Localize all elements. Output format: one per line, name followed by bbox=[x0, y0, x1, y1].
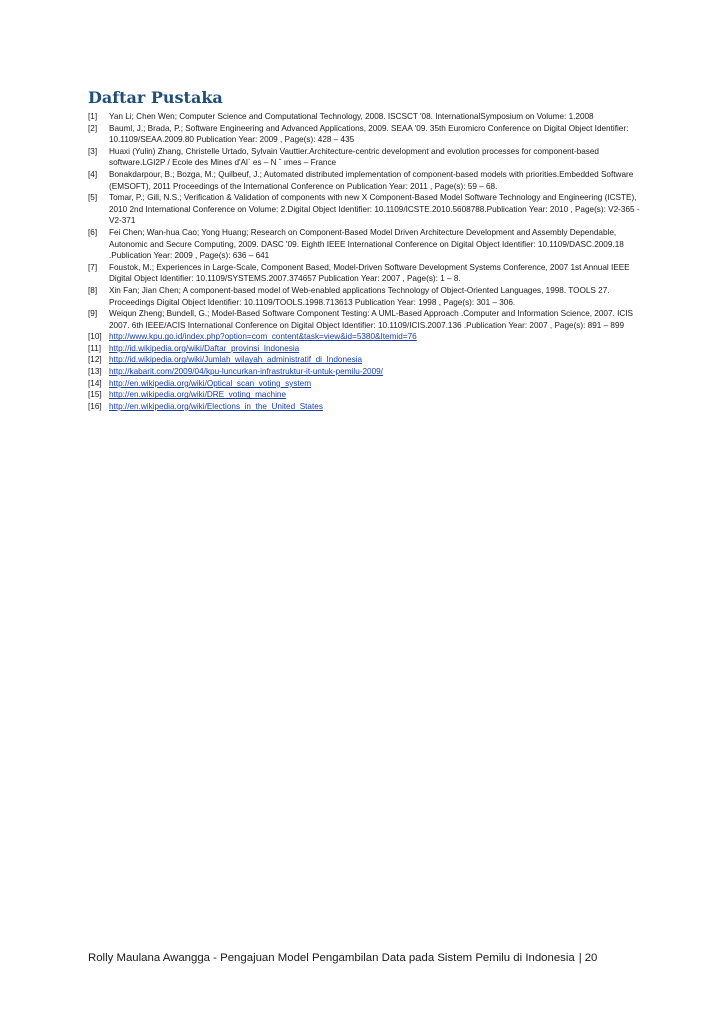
reference-item bbox=[88, 366, 644, 378]
reference-text: Foustok, M.; Experiences in Large-Scale, Component Based, Model-Driven Software Development Systems Conference, 2007 1st Annual IEEE Digital Object Identifier: 10.1109/SYSTEMS.2007.374657 Publication Year: 2007 , Page(s): 1 – 8. bbox=[109, 262, 630, 284]
reference-item bbox=[88, 262, 644, 285]
reference-text: Tomar, P.; Gill, N.S.; Verification & Validation of components with new X Component-Based Model Software Technology and Engineering (ICSTE), 2010 2nd International Conference on Volume: 2.Digital Object Identifier: 10.1109/ICSTE.2010.5608788.Publication Year: 2010 , Page(s): V2-365 - V2-371 bbox=[109, 193, 640, 226]
reference-number: [13] bbox=[88, 367, 102, 377]
reference-number: [9] bbox=[88, 309, 98, 319]
reference-number: [11] bbox=[88, 343, 102, 353]
reference-number: [1] bbox=[88, 112, 98, 121]
page-heading: Daftar Pustaka bbox=[88, 88, 223, 107]
reference-link[interactable]: http://id.wikipedia.org/wiki/Jumlah_wilayah_administratif_di_Indonesia bbox=[109, 355, 363, 365]
footer-separator: | bbox=[578, 952, 582, 964]
reference-item bbox=[88, 285, 644, 308]
reference-item bbox=[88, 378, 644, 390]
reference-number: [6] bbox=[88, 227, 98, 237]
reference-link[interactable]: http://en.wikipedia.org/wiki/DRE_voting_machine bbox=[109, 390, 287, 400]
reference-item bbox=[88, 111, 644, 123]
reference-link[interactable]: http://www.kpu.go.id/index.php?option=com_content&task=view&id=5380&Itemid=76 bbox=[109, 332, 417, 342]
reference-text: Xin Fan; Jian Chen; A component-based model of Web-enabled applications Technology of Object-Oriented Languages, 1998. TOOLS 27. Proceedings Digital Object Identifier: 10.1109/TOOLS.1998.713613 Publication Year: 1998 , Page(s): 301 – 306. bbox=[109, 285, 610, 307]
reference-item bbox=[88, 123, 644, 146]
reference-number: [14] bbox=[88, 378, 102, 388]
reference-item bbox=[88, 343, 644, 355]
reference-link[interactable]: http://id.wikipedia.org/wiki/Daftar_provinsi_Indonesia bbox=[109, 343, 300, 353]
footer-text: Rolly Maulana Awangga - Pengajuan Model Pengambilan Data pada Sistem Pemilu di Indonesia bbox=[88, 952, 575, 964]
reference-number: [16] bbox=[88, 401, 102, 411]
reference-item bbox=[88, 169, 644, 192]
reference-number: [15] bbox=[88, 390, 102, 400]
reference-text: Fei Chen; Wan-hua Cao; Yong Huang; Research on Component-Based Model Driven Architecture Development and Assembly Dependable, Autonomic and Secure Computing, 2009. DASC '09. Eighth IEEE International Conference on Digital Object Identifier: 10.1109/DASC.2009.18 .Publication Year: 2009 , Page(s): 636 – 641 bbox=[109, 227, 624, 261]
reference-text: Yan Li; Chen Wen; Computer Science and Computational Technology, 2008. ISCSCT '08. InternationalSymposium on Volume: 1.2008 bbox=[109, 112, 594, 121]
reference-number: [3] bbox=[88, 146, 98, 156]
reference-text: Bonakdarpour, B.; Bozga, M.; Quilbeuf, J.; Automated distributed implementation of component-based models with priorities.Embedded Software (EMSOFT), 2011 Proceedings of the International Conference on Publication Year: 2011 , Page(s): 59 – 68. bbox=[109, 169, 634, 191]
reference-number: [7] bbox=[88, 262, 98, 272]
reference-item bbox=[88, 331, 644, 343]
reference-item bbox=[88, 146, 644, 169]
reference-item bbox=[88, 389, 644, 401]
reference-text: Huaxi (Yulin) Zhang, Christelle Urtado, Sylvain Vauttier.Architecture-centric development and evolution processes for component-based software.LGI2P / Ecole des Mines d'Al` es – N ˆ ımes – France bbox=[109, 146, 599, 168]
reference-number: [4] bbox=[88, 169, 98, 179]
reference-list bbox=[88, 111, 644, 412]
reference-item bbox=[88, 308, 644, 331]
reference-number: [8] bbox=[88, 285, 98, 295]
reference-item bbox=[88, 401, 644, 413]
reference-link[interactable]: http://kabarit.com/2009/04/kpu-luncurkan-infrastruktur-it-untuk-pemilu-2009/ bbox=[109, 367, 383, 377]
reference-number: [12] bbox=[88, 355, 102, 365]
reference-number: [10] bbox=[88, 332, 102, 342]
reference-number: [5] bbox=[88, 193, 98, 203]
reference-number: [2] bbox=[88, 123, 98, 133]
reference-item bbox=[88, 354, 644, 366]
reference-link[interactable]: http://en.wikipedia.org/wiki/Optical_scan_voting_system bbox=[109, 378, 312, 388]
reference-text: Weiqun Zheng; Bundell, G.; Model-Based Software Component Testing: A UML-Based Approach .Computer and Information Science, 2007. ICIS 2007. 6th IEEE/ACIS International Conference on Digital Object Identifier: 10.1109/ICIS.2007.136 .Publication Year: 2007 , Page(s): 891 – 899 bbox=[109, 309, 633, 330]
reference-item bbox=[88, 192, 644, 227]
reference-link[interactable]: http://en.wikipedia.org/wiki/Elections_in_the_United_States bbox=[109, 401, 323, 411]
page-number: 20 bbox=[584, 952, 598, 964]
reference-text: Bauml, J.; Brada, P.; Software Engineering and Advanced Applications, 2009. SEAA '09. 35th Euromicro Conference on Digital Object Identifier: 10.1109/SEAA.2009.80 Publication Year: 2009 , Page(s): 428 – 435 bbox=[109, 123, 629, 145]
page-footer bbox=[88, 952, 644, 964]
reference-item bbox=[88, 227, 644, 262]
